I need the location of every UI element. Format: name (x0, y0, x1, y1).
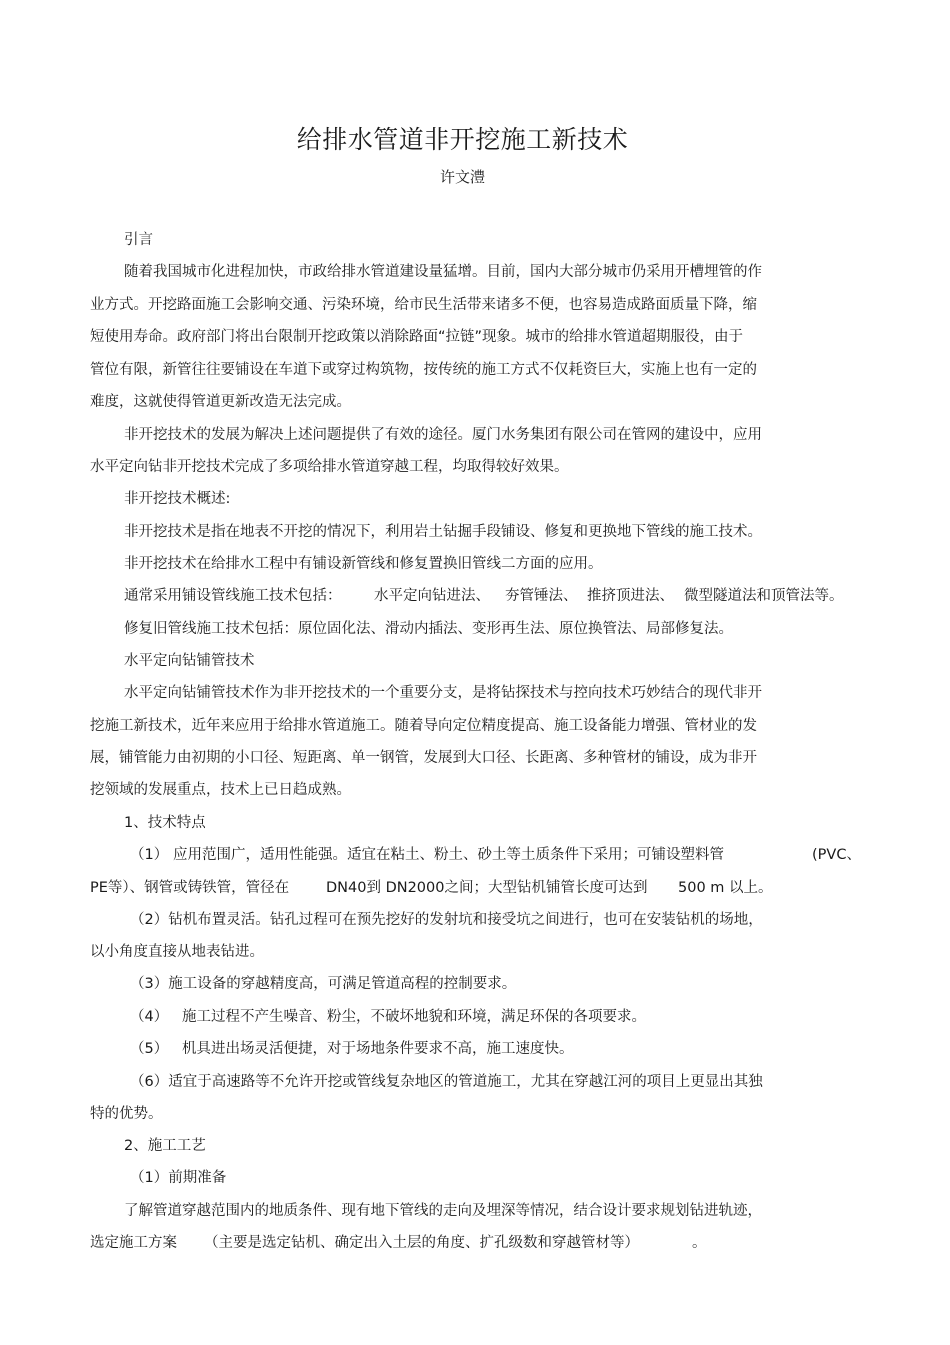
text-fragment: 。 (692, 1235, 707, 1251)
paragraph-line: 非开挖技术的发展为解决上述问题提供了有效的途径。厦门水务集团有限公司在管网的建设中，应用 (124, 427, 762, 443)
paragraph-line: 业方式。开挖路面施工会影响交通、污染环境，给市民生活带来诸多不便，也容易造成路面质量下降，缩 (90, 297, 757, 313)
paragraph-line: 应用范围广，适用性能强。适宜在粘土、粉土、砂土等土质条件下采用；可铺设塑料管 (173, 847, 724, 863)
text-fragment: PE等）、钢管或铸铁管，管径在 (90, 880, 290, 896)
method-item: 水平定向钻进法、 (374, 588, 490, 604)
paragraph-line: 非开挖技术在给排水工程中有铺设新管线和修复置换旧管线二方面的应用。 (124, 556, 603, 572)
heading-intro: 引言 (124, 232, 153, 248)
paragraph-line: 水平定向钻非开挖技术完成了多项给排水管道穿越工程，均取得较好效果。 (90, 459, 569, 475)
text-fragment: (PVC、 (812, 847, 861, 863)
list-intro: 通常采用铺设管线施工技术包括： (124, 588, 342, 604)
paragraph-line: 短使用寿命。政府部门将出台限制开挖政策以消除路面“拉链”现象。城市的给排水管道超期服役，由于 (90, 329, 744, 345)
document-title: 给排水管道非开挖施工新技术 (296, 125, 629, 154)
paragraph-line: 以小角度直接从地表钻进。 (90, 944, 264, 960)
paragraph-line: 水平定向钻铺管技术作为非开挖技术的一个重要分支，是将钻探技术与控向技术巧妙结合的现代非开 (124, 685, 762, 701)
item-number: （1） (130, 847, 169, 863)
text-fragment: （主要是选定钻机、确定出入土层的角度、扩孔级数和穿越管材等） (204, 1235, 639, 1251)
method-item: 推挤顶进法、 (587, 588, 674, 604)
paragraph-line: 随着我国城市化进程加快，市政给排水管道建设量猛增。目前，国内大部分城市仍采用开槽埋管的作 (124, 264, 762, 280)
paragraph-line: 挖施工新技术，近年来应用于给排水管道施工。随着导向定位精度提高、施工设备能力增强、管材业的发 (90, 718, 757, 734)
document-author: 许文澧 (439, 168, 485, 186)
paragraph-line: 难度，这就使得管道更新改造无法完成。 (90, 394, 351, 410)
paragraph-line: 了解管道穿越范围内的地质条件、现有地下管线的走向及埋深等情况，结合设计要求规划钻进轨迹， (124, 1203, 762, 1219)
heading-hdd: 水平定向钻铺管技术 (124, 653, 255, 669)
paragraph-line: 机具进出场灵活便捷，对于场地条件要求不高，施工速度快。 (182, 1041, 574, 1057)
heading-features: 1、技术特点 (124, 815, 206, 831)
item-number: （5） (130, 1041, 169, 1057)
paragraph-line: 挖领域的发展重点，技术上已日趋成熟。 (90, 782, 351, 798)
paragraph-line: （6）适宜于高速路等不允许开挖或管线复杂地区的管道施工，尤其在穿越江河的项目上更显出其独 (130, 1074, 763, 1090)
text-fragment: DN40到 DN2000之间；大型钻机铺管长度可达到 (326, 880, 648, 896)
paragraph-line: （2）钻机布置灵活。钻孔过程可在预先挖好的发射坑和接受坑之间进行，也可在安装钻机的场地， (130, 912, 763, 928)
paragraph-line: 管位有限，新管往往要铺设在车道下或穿过构筑物，按传统的施工方式不仅耗资巨大，实施上也有一定的 (90, 362, 757, 378)
heading-process: 2、施工工艺 (124, 1138, 206, 1154)
text-fragment: 选定施工方案 (90, 1235, 177, 1251)
paragraph-line: 修复旧管线施工技术包括：原位固化法、滑动内插法、变形再生法、原位换管法、局部修复法。 (124, 621, 733, 637)
paragraph-line: 非开挖技术是指在地表不开挖的情况下，利用岩土钻掘手段铺设、修复和更换地下管线的施工技术。 (124, 524, 762, 540)
method-item: 夯管锤法、 (505, 588, 578, 604)
heading-preparation: （1）前期准备 (130, 1170, 227, 1186)
item-number: （4） (130, 1009, 169, 1025)
method-item: 微型隧道法和顶管法等。 (684, 588, 844, 604)
text-fragment: 500 m 以上。 (678, 880, 773, 896)
paragraph-line: 施工过程不产生噪音、粉尘，不破坏地貌和环境，满足环保的各项要求。 (182, 1009, 646, 1025)
paragraph-line: （3）施工设备的穿越精度高，可满足管道高程的控制要求。 (130, 976, 517, 992)
paragraph-line: 特的优势。 (90, 1106, 163, 1122)
heading-overview: 非开挖技术概述: (124, 491, 231, 507)
paragraph-line: 展，铺管能力由初期的小口径、短距离、单一钢管，发展到大口径、长距离、多种管材的铺设，成为非开 (90, 750, 757, 766)
